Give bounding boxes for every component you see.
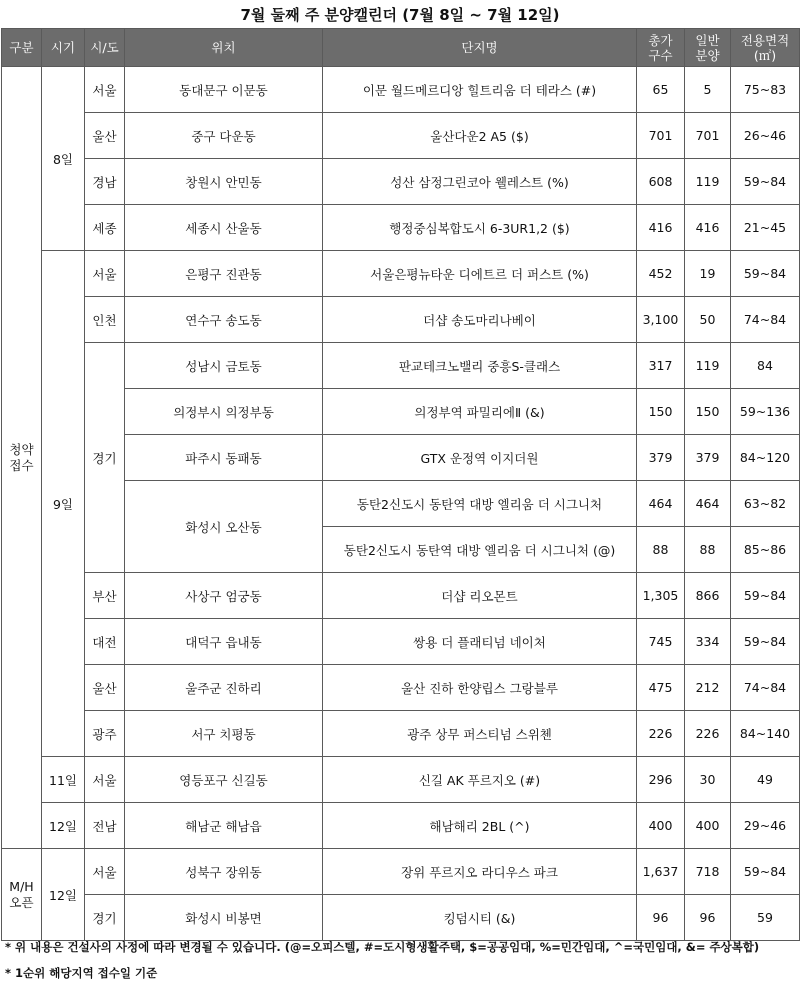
complex-cell: 킹덤시티 (&)	[323, 895, 637, 941]
complex-cell: 울산다운2 A5 ($)	[323, 113, 637, 159]
date-cell: 11일	[42, 757, 85, 803]
location-cell: 파주시 동패동	[125, 435, 323, 481]
total-units-cell: 745	[637, 619, 685, 665]
region-cell: 서울	[85, 757, 125, 803]
region-cell: 부산	[85, 573, 125, 619]
location-cell: 해남군 해남읍	[125, 803, 323, 849]
region-cell: 경남	[85, 159, 125, 205]
area-cell: 74~84	[731, 665, 800, 711]
complex-cell: 광주 상무 퍼스티넘 스위첸	[323, 711, 637, 757]
general-supply-cell: 50	[685, 297, 731, 343]
general-supply-cell: 701	[685, 113, 731, 159]
total-units-cell: 65	[637, 67, 685, 113]
region-cell: 인천	[85, 297, 125, 343]
region-cell: 세종	[85, 205, 125, 251]
region-cell: 경기	[85, 343, 125, 573]
complex-cell: 판교테크노밸리 중흥S-클래스	[323, 343, 637, 389]
total-units-cell: 3,100	[637, 297, 685, 343]
general-supply-cell: 30	[685, 757, 731, 803]
general-supply-cell: 866	[685, 573, 731, 619]
total-units-cell: 1,637	[637, 849, 685, 895]
total-units-cell: 379	[637, 435, 685, 481]
area-cell: 49	[731, 757, 800, 803]
date-cell: 12일	[42, 803, 85, 849]
location-cell: 세종시 산울동	[125, 205, 323, 251]
area-cell: 59~84	[731, 159, 800, 205]
area-cell: 59~84	[731, 251, 800, 297]
header-area	[731, 29, 800, 67]
category-mh-line2: 오픈	[9, 894, 34, 910]
complex-cell: 동탄2신도시 동탄역 대방 엘리움 더 시그니처 (@)	[323, 527, 637, 573]
category-subscription	[2, 67, 42, 849]
header-total-units	[637, 29, 685, 67]
header-region: 시/도	[85, 29, 125, 67]
general-supply-cell: 464	[685, 481, 731, 527]
table-row	[2, 849, 800, 895]
total-units-cell: 452	[637, 251, 685, 297]
area-cell: 59~84	[731, 849, 800, 895]
complex-cell: 해남해리 2BL (^)	[323, 803, 637, 849]
location-cell: 서구 치평동	[125, 711, 323, 757]
header-general-line2: 분양	[695, 47, 720, 63]
area-cell: 21~45	[731, 205, 800, 251]
area-cell: 84~120	[731, 435, 800, 481]
region-cell: 서울	[85, 849, 125, 895]
area-cell: 75~83	[731, 67, 800, 113]
date-cell: 8일	[42, 67, 85, 251]
area-cell: 59~136	[731, 389, 800, 435]
area-cell: 59	[731, 895, 800, 941]
total-units-cell: 475	[637, 665, 685, 711]
table-row	[2, 343, 800, 389]
complex-cell: 서울은평뉴타운 디에트르 더 퍼스트 (%)	[323, 251, 637, 297]
table-row	[2, 159, 800, 205]
table-row	[2, 573, 800, 619]
header-general-supply	[685, 29, 731, 67]
table-row	[2, 619, 800, 665]
date-cell: 12일	[42, 849, 85, 941]
general-supply-cell: 416	[685, 205, 731, 251]
total-units-cell: 96	[637, 895, 685, 941]
general-supply-cell: 5	[685, 67, 731, 113]
region-cell: 광주	[85, 711, 125, 757]
table-row	[2, 67, 800, 113]
location-cell: 연수구 송도동	[125, 297, 323, 343]
header-area-line2: (㎡)	[753, 47, 777, 63]
area-cell: 29~46	[731, 803, 800, 849]
complex-cell: 성산 삼정그린코아 웰레스트 (%)	[323, 159, 637, 205]
table-row	[2, 665, 800, 711]
total-units-cell: 317	[637, 343, 685, 389]
total-units-cell: 400	[637, 803, 685, 849]
table-row	[2, 297, 800, 343]
footnote-legend: * 위 내용은 건설사의 사정에 따라 변경될 수 있습니다. (@=오피스텔, #=도시형생활주택, $=공공임대, %=민간임대, ^=국민임대, &= 주상복합)	[5, 940, 760, 954]
total-units-cell: 608	[637, 159, 685, 205]
footnote-basis: * 1순위 해당지역 접수일 기준	[5, 966, 158, 980]
complex-cell: 더샵 리오몬트	[323, 573, 637, 619]
location-cell: 울주군 진하리	[125, 665, 323, 711]
location-cell: 중구 다운동	[125, 113, 323, 159]
category-mh-line1: M/H	[9, 878, 34, 894]
general-supply-cell: 379	[685, 435, 731, 481]
header-total-line1: 총가	[648, 32, 673, 48]
area-cell: 84	[731, 343, 800, 389]
general-supply-cell: 226	[685, 711, 731, 757]
category-subscription-line1: 청약	[9, 441, 34, 457]
location-cell: 영등포구 신길동	[125, 757, 323, 803]
general-supply-cell: 96	[685, 895, 731, 941]
location-cell: 의정부시 의정부동	[125, 389, 323, 435]
location-cell: 은평구 진관동	[125, 251, 323, 297]
general-supply-cell: 119	[685, 343, 731, 389]
complex-cell: 쌍용 더 플래티넘 네이처	[323, 619, 637, 665]
area-cell: 59~84	[731, 619, 800, 665]
total-units-cell: 88	[637, 527, 685, 573]
region-cell: 전남	[85, 803, 125, 849]
region-cell: 경기	[85, 895, 125, 941]
general-supply-cell: 150	[685, 389, 731, 435]
total-units-cell: 150	[637, 389, 685, 435]
header-total-line2: 구수	[648, 47, 673, 63]
general-supply-cell: 88	[685, 527, 731, 573]
location-cell: 화성시 오산동	[125, 481, 323, 573]
total-units-cell: 1,305	[637, 573, 685, 619]
area-cell: 59~84	[731, 573, 800, 619]
page-title: 7월 둘째 주 분양캘린더 (7월 8일 ~ 7월 12일)	[240, 6, 560, 24]
table-row	[2, 711, 800, 757]
total-units-cell: 296	[637, 757, 685, 803]
location-cell: 동대문구 이문동	[125, 67, 323, 113]
area-cell: 26~46	[731, 113, 800, 159]
location-cell: 성북구 장위동	[125, 849, 323, 895]
area-cell: 84~140	[731, 711, 800, 757]
area-cell: 74~84	[731, 297, 800, 343]
footnotes	[5, 934, 795, 986]
header-date: 시기	[42, 29, 85, 67]
general-supply-cell: 19	[685, 251, 731, 297]
date-cell: 9일	[42, 251, 85, 757]
category-subscription-line2: 접수	[9, 457, 34, 473]
location-cell: 화성시 비봉면	[125, 895, 323, 941]
header-general-line1: 일반	[695, 32, 720, 48]
location-cell: 창원시 안민동	[125, 159, 323, 205]
general-supply-cell: 718	[685, 849, 731, 895]
complex-cell: 장위 푸르지오 라디우스 파크	[323, 849, 637, 895]
area-cell: 85~86	[731, 527, 800, 573]
table-row	[2, 205, 800, 251]
complex-cell: 더샵 송도마리나베이	[323, 297, 637, 343]
complex-cell: GTX 운정역 이지더원	[323, 435, 637, 481]
total-units-cell: 226	[637, 711, 685, 757]
complex-cell: 울산 진하 한양립스 그랑블루	[323, 665, 637, 711]
region-cell: 대전	[85, 619, 125, 665]
region-cell: 서울	[85, 67, 125, 113]
complex-cell: 신길 AK 푸르지오 (#)	[323, 757, 637, 803]
total-units-cell: 464	[637, 481, 685, 527]
header-complex: 단지명	[323, 29, 637, 67]
complex-cell: 동탄2신도시 동탄역 대방 엘리움 더 시그니처	[323, 481, 637, 527]
total-units-cell: 701	[637, 113, 685, 159]
region-cell: 울산	[85, 665, 125, 711]
category-mh-open	[2, 849, 42, 941]
table-row	[2, 803, 800, 849]
location-cell: 사상구 엄궁동	[125, 573, 323, 619]
table-row	[2, 113, 800, 159]
general-supply-cell: 119	[685, 159, 731, 205]
table-row	[2, 757, 800, 803]
header-location: 위치	[125, 29, 323, 67]
complex-cell: 의정부역 파밀리에Ⅱ (&)	[323, 389, 637, 435]
general-supply-cell: 334	[685, 619, 731, 665]
header-row	[2, 29, 800, 67]
region-cell: 서울	[85, 251, 125, 297]
location-cell: 성남시 금토동	[125, 343, 323, 389]
header-category: 구분	[2, 29, 42, 67]
area-cell: 63~82	[731, 481, 800, 527]
location-cell: 대덕구 읍내동	[125, 619, 323, 665]
general-supply-cell: 400	[685, 803, 731, 849]
calendar-table	[1, 28, 800, 941]
complex-cell: 이문 월드메르디앙 힐트리움 더 테라스 (#)	[323, 67, 637, 113]
region-cell: 울산	[85, 113, 125, 159]
total-units-cell: 416	[637, 205, 685, 251]
table-row	[2, 251, 800, 297]
complex-cell: 행정중심복합도시 6-3UR1,2 ($)	[323, 205, 637, 251]
header-area-line1: 전용면적	[740, 32, 790, 48]
general-supply-cell: 212	[685, 665, 731, 711]
